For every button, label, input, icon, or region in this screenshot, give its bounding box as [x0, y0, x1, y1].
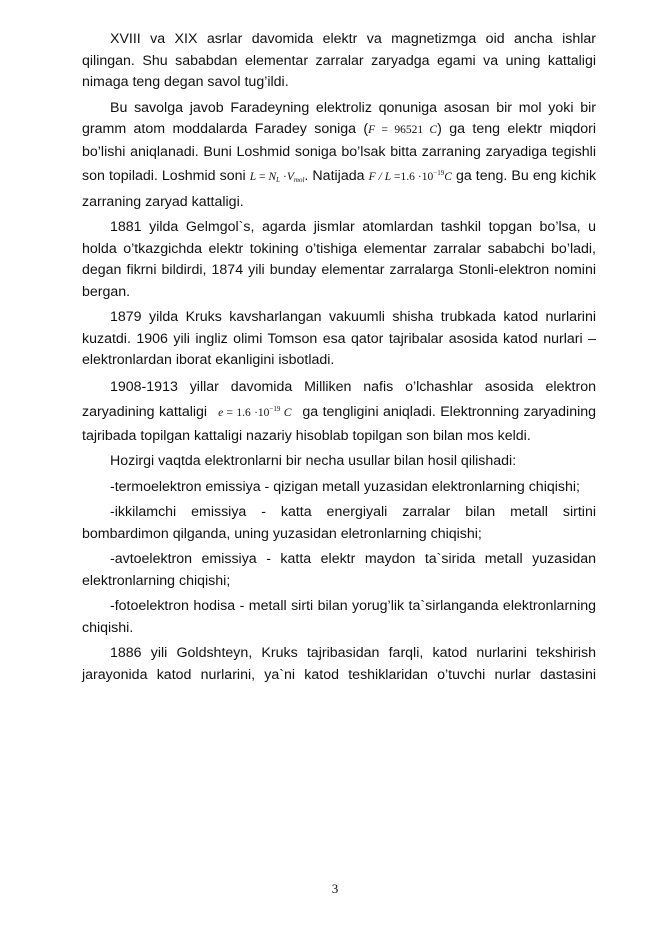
paragraph-6: Hozirgi vaqtda elektronlarni bir necha usullar bilan hosil qilishadi:	[110, 453, 517, 469]
paragraph-5	[82, 376, 596, 448]
paragraph-2	[82, 98, 596, 214]
paragraph-8: -ikkilamchi emissiya - katta energiyali zarralar bilan metall sirtini bombardimon qilganda, uning yuzasidan eletronlarning chiqishi;	[82, 504, 596, 542]
paragraph-3: 1881 yilda Gelmgol`s, agarda jismlar atomlardan tashkil topgan bo’lsa, u holda o’tkazgichda elektr tokining o’tishiga elementar zarralar sababchi bo’ladi, degan fikrni bildirdi, 1874 yili bunday elementar zarralarga Stonli-elektron nomini bergan.	[82, 219, 596, 300]
document-body	[82, 29, 596, 686]
loshmid-formula: $L = N_L \cdot V_{mol}$	[249, 171, 305, 184]
ratio-formula: $F / L =1.6 \cdot 10^{-19}C$	[368, 169, 452, 183]
paragraph-10: -fotoelektron hodisa - metall sirti bilan yorug’lik ta`sirlanganda elektronlarning chiqishi.	[82, 598, 596, 636]
paragraph-1: XVIII va XIX asrlar davomida elektr va magnetizmga oid ancha ishlar qilingan. Shu sababdan elementar zarralar zaryadga egami va uning kattaligi nimaga teng degan savol tug’ildi.	[82, 31, 596, 90]
paragraph-5-text-a: 1908-1913 yillar davomida Milliken nafis o’lchashlar asosida elektron zaryadining kattaligi	[82, 378, 596, 420]
paragraph-11: 1886 yili Goldshteyn, Kruks tajribasidan farqli, katod nurlarini tekshirish jarayonida katod nurlarini, ya`ni katod teshiklaridan o’tuvchi nurlar dastasini	[82, 645, 596, 683]
paragraph-2-text-d: ga teng. Bu eng kichik zarraning zaryad kattaligi.	[82, 168, 597, 210]
paragraph-2-text-c: . Natijada	[304, 168, 365, 184]
paragraph-5-text-b: ga tengligini aniqladi. Elektronning zaryadining tajribada topilgan kattaligi nazariy hisoblab topilgan son bilan mos keldi.	[82, 404, 597, 444]
paragraph-2-text-a: Bu savolga javob Faradeyning elektroliz qonuniga asosan bir mol yoki bir gramm atom moddalarda Faradey soniga (	[82, 99, 596, 137]
faraday-formula: F = 96521 C	[368, 124, 438, 136]
paragraph-7: -termoelektron emissiya - qizigan metall yuzasidan elektronlarning chiqishi;	[110, 478, 580, 495]
electron-charge-formula: $e = 1.6 \cdot 10^{-19}$ C	[218, 405, 292, 419]
page-number: 3	[331, 881, 339, 896]
paragraph-2-text-b: ) ga teng elektr miqdori bo’lishi aniqlanadi. Buni Loshmid soniga bo’lsak bitta zarraning zaryadiga tegishli son topiladi. Loshmid soni	[82, 121, 596, 184]
paragraph-4: 1879 yilda Kruks kavsharlangan vakuumli shisha trubkada katod nurlarini kuzatdi. 1906 yili ingliz olimi Tomson esa qator tajribalar asosida katod nurlari – elektronlardan iborat ekanligini isbotladi.	[82, 309, 596, 368]
paragraph-9: -avtoelektron emissiya - katta elektr maydon ta`sirida metall yuzasidan elektronlarning chiqishi;	[82, 551, 596, 589]
